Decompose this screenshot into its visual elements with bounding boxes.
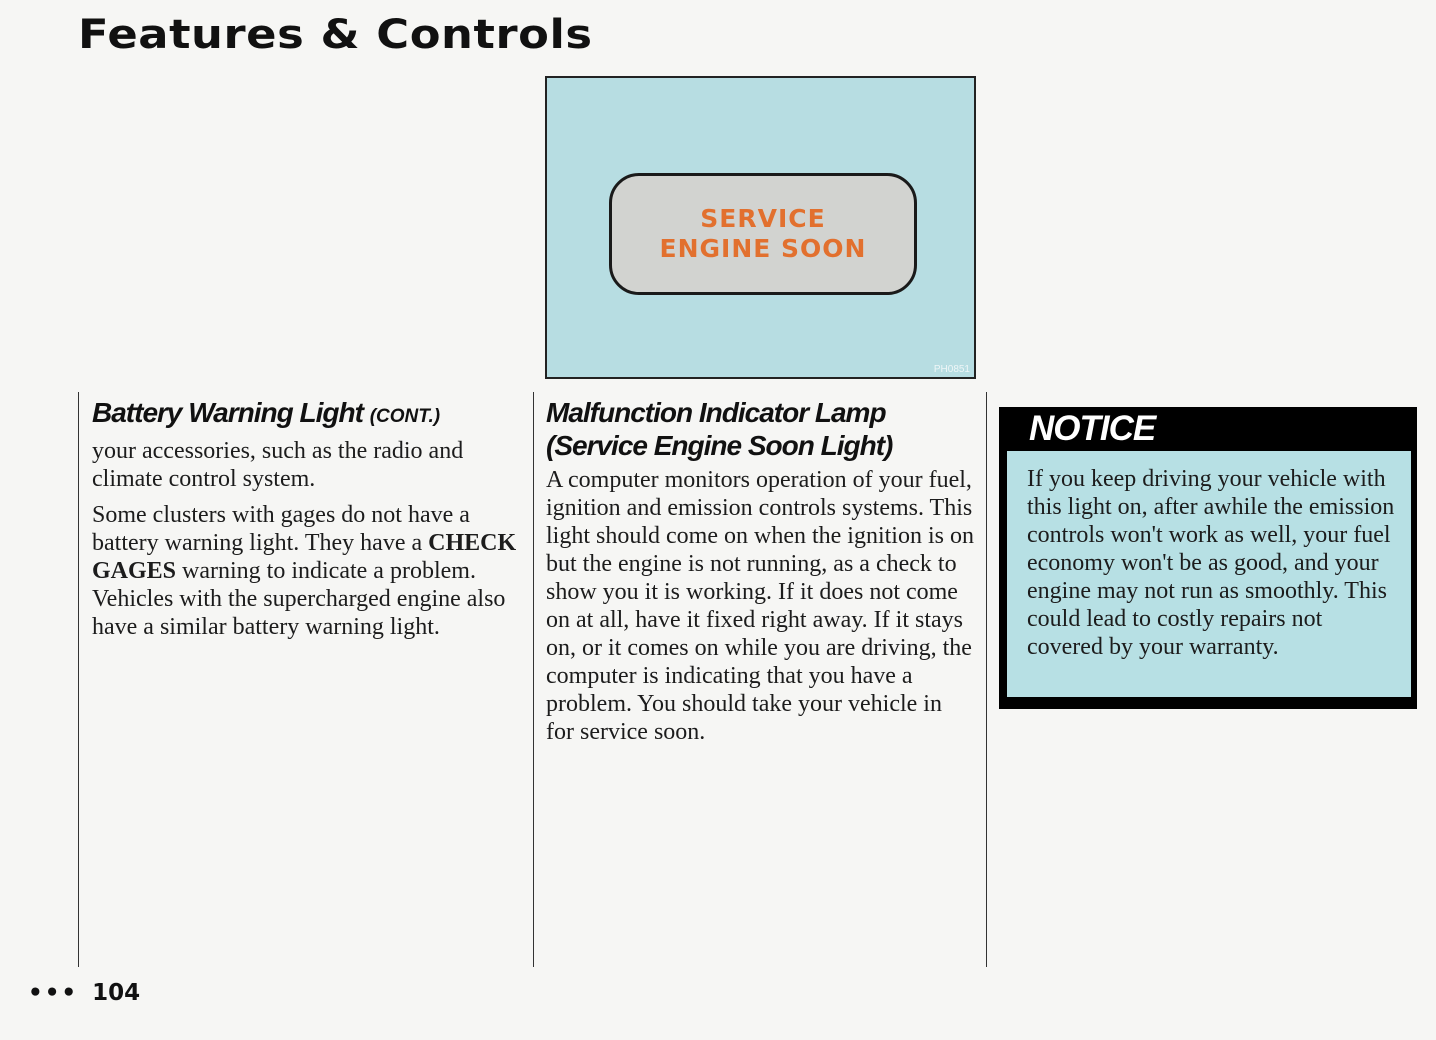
- battery-heading: [92, 396, 524, 433]
- column-divider-right: [986, 392, 987, 967]
- page-title: Features & Controls: [78, 12, 593, 58]
- battery-para2-start: Some clusters with gages do not have a battery warning light. They have a: [92, 502, 470, 556]
- figure-code: PH0851: [933, 364, 970, 375]
- battery-paragraph-1: your accessories, such as the radio and climate control system.: [92, 438, 464, 492]
- column-divider-middle: [533, 392, 534, 967]
- lamp-label-line1: SERVICE: [700, 204, 826, 233]
- notice-text: If you keep driving your vehicle with this light on, after awhile the emission controls won't work as well, your fuel economy won't be as good, and your engine may not run as smoothly. This could lead to costly repairs not covered by your warranty.: [1027, 466, 1395, 660]
- battery-paragraph-2: [92, 501, 524, 641]
- lamp-label-line2: ENGINE SOON: [659, 234, 867, 263]
- battery-para2-end: warning to indicate a problem. Vehicles with the supercharged engine also have a similar battery warning light.: [92, 558, 506, 640]
- malfunction-section: [546, 396, 974, 754]
- notice-body: [1007, 451, 1411, 697]
- battery-heading-suffix: (CONT.): [369, 406, 441, 427]
- malfunction-paragraph: A computer monitors operation of your fuel, ignition and emission controls systems. This light should come on when the ignition is on but the engine is not running, as a check to show you it is working. If it does not come on at all, have it fixed right away. If it stays on, or it comes on while you are driving, the computer is indicating that you have a problem. You should take your vehicle in for service soon.: [546, 467, 974, 745]
- battery-heading-text: Battery Warning Light: [92, 397, 363, 428]
- page-marker-dots: •••: [28, 980, 79, 1006]
- page-number: 104: [92, 980, 141, 1006]
- notice-box: [999, 407, 1417, 709]
- check-gages-term: CHECK GAGES: [92, 530, 517, 584]
- notice-title: NOTICE: [1029, 409, 1156, 448]
- malfunction-heading: Malfunction Indicator Lamp (Service Engine Soon Light): [546, 397, 893, 461]
- service-engine-soon-lamp: [609, 173, 917, 295]
- battery-section: [92, 396, 524, 649]
- service-engine-soon-illustration: [545, 76, 976, 379]
- page-footer: [28, 980, 140, 1006]
- column-divider-left: [78, 392, 79, 967]
